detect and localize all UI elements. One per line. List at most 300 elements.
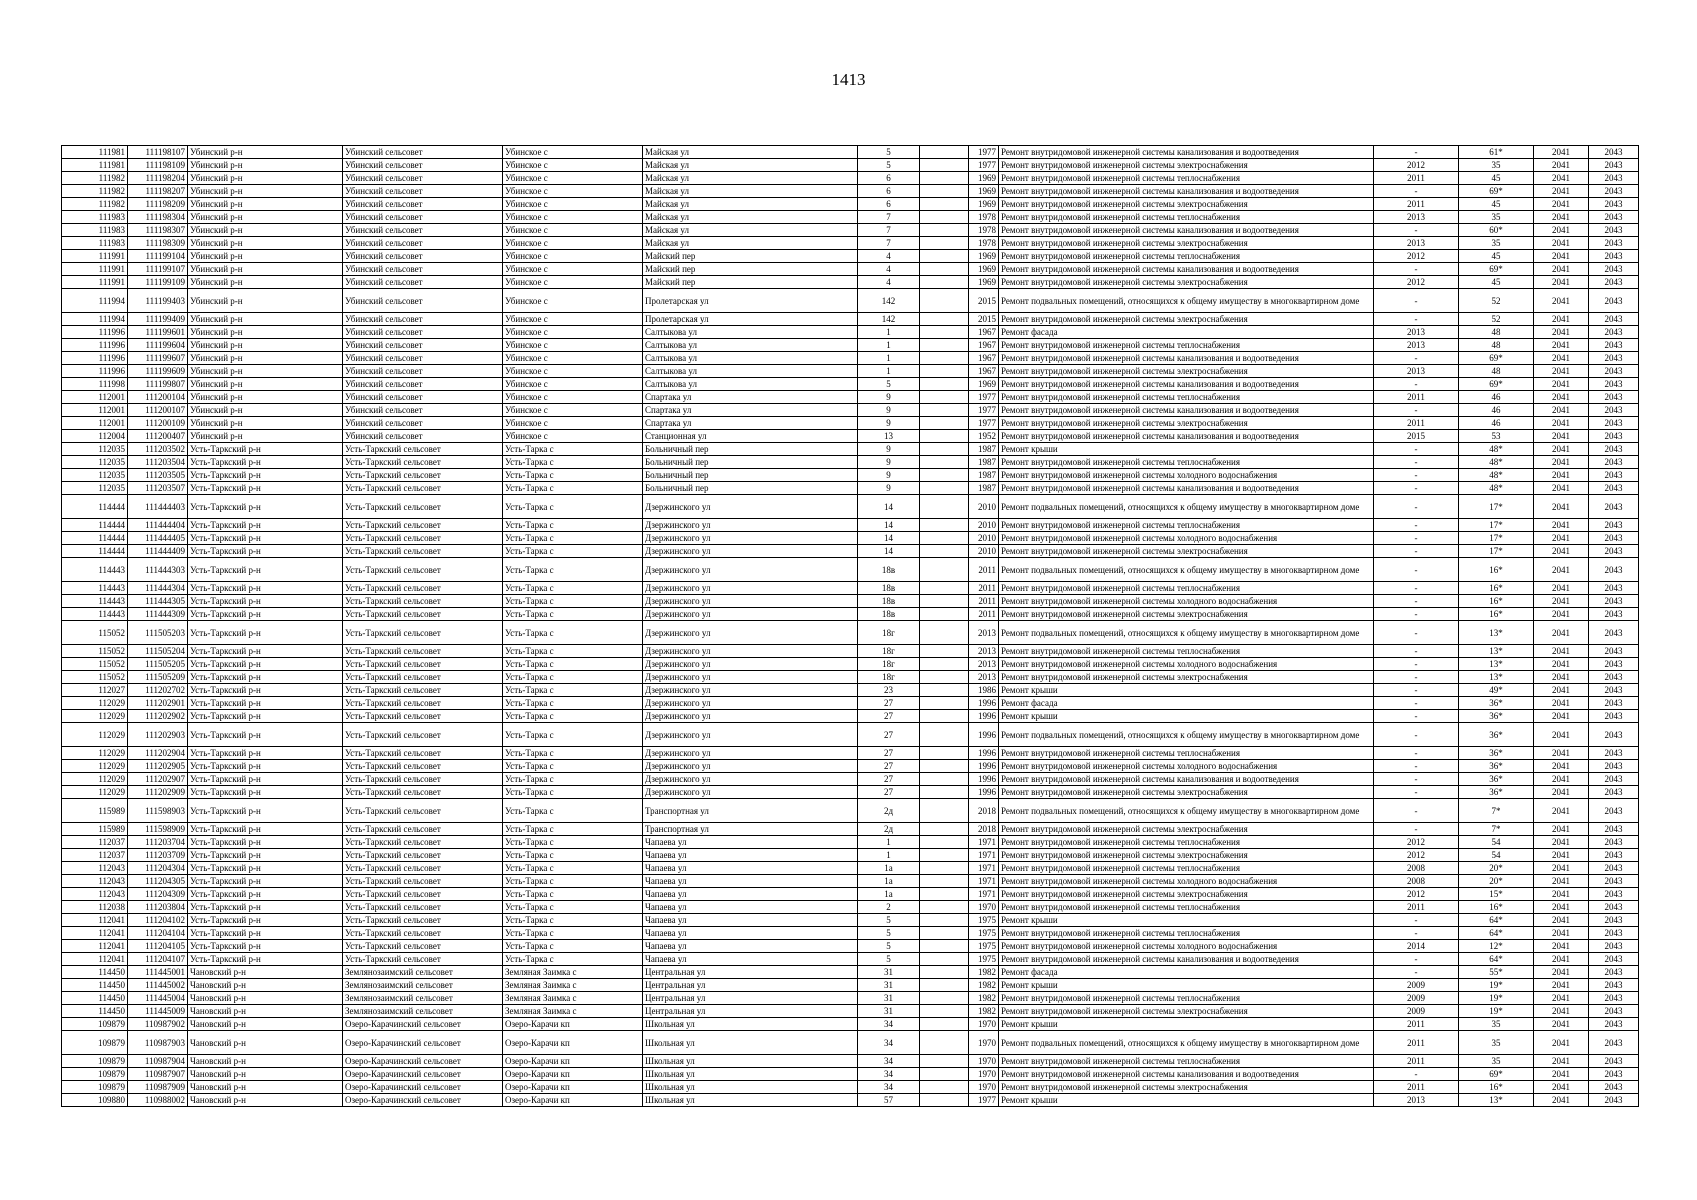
cell-work-id: 110987902	[128, 1018, 188, 1031]
cell-last-repair-year: 2011	[1374, 1081, 1459, 1094]
cell-street: Салтыкова ул	[643, 352, 858, 365]
cell-build-year: 1996	[969, 723, 999, 747]
cell-work-type: Ремонт крыши	[999, 684, 1374, 697]
cell-locality: Усть-Тарка с	[503, 608, 643, 621]
table-row	[62, 658, 1639, 671]
cell-extra	[920, 391, 969, 404]
cell-district: Убинский р-н	[188, 352, 343, 365]
cell-work-id: 111200107	[128, 404, 188, 417]
cell-district: Усть-Таркский р-н	[188, 443, 343, 456]
cell-house-number: 9	[858, 469, 920, 482]
cell-district: Усть-Таркский р-н	[188, 545, 343, 558]
cell-locality: Озеро-Карачи кп	[503, 1055, 643, 1068]
cell-house-number: 7	[858, 211, 920, 224]
cell-build-year: 2013	[969, 658, 999, 671]
cell-extra	[920, 352, 969, 365]
cell-house-number: 5	[858, 940, 920, 953]
cell-work-id: 111204105	[128, 940, 188, 953]
cell-street: Майская ул	[643, 198, 858, 211]
cell-plan-end-year: 2043	[1589, 339, 1639, 352]
cell-plan-end-year: 2043	[1589, 1068, 1639, 1081]
table-row	[62, 684, 1639, 697]
cell-last-repair-year: -	[1374, 723, 1459, 747]
cell-work-id: 110988002	[128, 1094, 188, 1107]
cell-settlement-council: Усть-Таркский сельсовет	[343, 658, 503, 671]
cell-district: Убинский р-н	[188, 263, 343, 276]
cell-district: Усть-Таркский р-н	[188, 849, 343, 862]
cell-plan-start-year: 2041	[1534, 760, 1589, 773]
cell-settlement-council: Убинский сельсовет	[343, 391, 503, 404]
cell-extra	[920, 172, 969, 185]
cell-last-repair-year: -	[1374, 582, 1459, 595]
cell-build-year: 2015	[969, 313, 999, 326]
cell-build-year: 2018	[969, 799, 999, 823]
cell-plan-end-year: 2043	[1589, 1005, 1639, 1018]
cell-settlement-council: Усть-Таркский сельсовет	[343, 545, 503, 558]
cell-house-number: 18в	[858, 595, 920, 608]
cell-house-id: 111991	[62, 276, 128, 289]
cell-work-type: Ремонт фасада	[999, 966, 1374, 979]
cell-wear: 13*	[1459, 671, 1534, 684]
cell-house-number: 6	[858, 185, 920, 198]
cell-house-id: 115052	[62, 645, 128, 658]
cell-district: Убинский р-н	[188, 211, 343, 224]
cell-extra	[920, 1055, 969, 1068]
cell-street: Чапаева ул	[643, 836, 858, 849]
cell-build-year: 2011	[969, 595, 999, 608]
cell-house-id: 112001	[62, 391, 128, 404]
table-row	[62, 352, 1639, 365]
table-row	[62, 966, 1639, 979]
cell-house-number: 1	[858, 339, 920, 352]
cell-plan-end-year: 2043	[1589, 237, 1639, 250]
cell-locality: Убинское с	[503, 313, 643, 326]
cell-work-id: 111202904	[128, 747, 188, 760]
cell-house-id: 112029	[62, 786, 128, 799]
cell-street: Центральная ул	[643, 1005, 858, 1018]
cell-settlement-council: Убинский сельсовет	[343, 276, 503, 289]
cell-build-year: 1996	[969, 773, 999, 786]
cell-plan-start-year: 2041	[1534, 849, 1589, 862]
cell-settlement-council: Убинский сельсовет	[343, 404, 503, 417]
cell-last-repair-year: 2015	[1374, 430, 1459, 443]
cell-house-id: 115989	[62, 799, 128, 823]
cell-house-id: 111982	[62, 185, 128, 198]
cell-plan-end-year: 2043	[1589, 888, 1639, 901]
cell-last-repair-year: -	[1374, 1068, 1459, 1081]
cell-plan-end-year: 2043	[1589, 289, 1639, 313]
cell-extra	[920, 823, 969, 836]
cell-extra	[920, 326, 969, 339]
cell-district: Чановский р-н	[188, 1005, 343, 1018]
cell-house-number: 5	[858, 914, 920, 927]
cell-work-id: 111505203	[128, 621, 188, 645]
cell-wear: 13*	[1459, 1094, 1534, 1107]
cell-house-id: 112029	[62, 747, 128, 760]
cell-locality: Усть-Тарка с	[503, 940, 643, 953]
cell-locality: Озеро-Карачи кп	[503, 1094, 643, 1107]
cell-plan-end-year: 2043	[1589, 608, 1639, 621]
cell-house-id: 112004	[62, 430, 128, 443]
cell-plan-end-year: 2043	[1589, 595, 1639, 608]
cell-house-number: 2д	[858, 823, 920, 836]
cell-settlement-council: Убинский сельсовет	[343, 313, 503, 326]
cell-work-type: Ремонт внутридомовой инженерной системы электроснабжения	[999, 545, 1374, 558]
cell-extra	[920, 532, 969, 545]
cell-settlement-council: Усть-Таркский сельсовет	[343, 595, 503, 608]
cell-wear: 60*	[1459, 224, 1534, 237]
cell-plan-start-year: 2041	[1534, 519, 1589, 532]
cell-street: Дзержинского ул	[643, 495, 858, 519]
cell-plan-start-year: 2041	[1534, 276, 1589, 289]
cell-wear: 45	[1459, 250, 1534, 263]
cell-settlement-council: Усть-Таркский сельсовет	[343, 621, 503, 645]
cell-settlement-council: Землянозаимский сельсовет	[343, 1005, 503, 1018]
cell-last-repair-year: 2011	[1374, 901, 1459, 914]
cell-work-id: 111203507	[128, 482, 188, 495]
cell-street: Майский пер	[643, 263, 858, 276]
cell-locality: Усть-Тарка с	[503, 658, 643, 671]
cell-plan-end-year: 2043	[1589, 532, 1639, 545]
cell-locality: Земляная Заимка с	[503, 979, 643, 992]
cell-work-id: 111203709	[128, 849, 188, 862]
cell-plan-end-year: 2043	[1589, 760, 1639, 773]
cell-work-type: Ремонт крыши	[999, 979, 1374, 992]
cell-plan-end-year: 2043	[1589, 862, 1639, 875]
cell-extra	[920, 250, 969, 263]
cell-wear: 17*	[1459, 519, 1534, 532]
cell-house-id: 111996	[62, 339, 128, 352]
cell-last-repair-year: -	[1374, 352, 1459, 365]
cell-extra	[920, 545, 969, 558]
cell-locality: Усть-Тарка с	[503, 823, 643, 836]
cell-build-year: 1967	[969, 365, 999, 378]
cell-last-repair-year: 2008	[1374, 862, 1459, 875]
cell-locality: Убинское с	[503, 263, 643, 276]
cell-house-id: 111994	[62, 313, 128, 326]
cell-house-number: 5	[858, 378, 920, 391]
cell-plan-end-year: 2043	[1589, 352, 1639, 365]
cell-extra	[920, 237, 969, 250]
cell-last-repair-year: 2009	[1374, 992, 1459, 1005]
cell-last-repair-year: -	[1374, 289, 1459, 313]
cell-street: Дзержинского ул	[643, 658, 858, 671]
cell-wear: 36*	[1459, 760, 1534, 773]
cell-locality: Земляная Заимка с	[503, 992, 643, 1005]
cell-district: Убинский р-н	[188, 146, 343, 159]
cell-plan-end-year: 2043	[1589, 391, 1639, 404]
cell-settlement-council: Усть-Таркский сельсовет	[343, 443, 503, 456]
cell-build-year: 1971	[969, 888, 999, 901]
cell-build-year: 1975	[969, 940, 999, 953]
cell-settlement-council: Усть-Таркский сельсовет	[343, 953, 503, 966]
cell-plan-end-year: 2043	[1589, 914, 1639, 927]
cell-locality: Усть-Тарка с	[503, 914, 643, 927]
cell-work-id: 111444309	[128, 608, 188, 621]
cell-wear: 55*	[1459, 966, 1534, 979]
cell-last-repair-year: -	[1374, 378, 1459, 391]
cell-settlement-council: Убинский сельсовет	[343, 250, 503, 263]
cell-district: Усть-Таркский р-н	[188, 799, 343, 823]
cell-locality: Усть-Тарка с	[503, 443, 643, 456]
cell-locality: Убинское с	[503, 365, 643, 378]
table-row	[62, 849, 1639, 862]
cell-plan-start-year: 2041	[1534, 391, 1589, 404]
cell-settlement-council: Убинский сельсовет	[343, 172, 503, 185]
cell-plan-end-year: 2043	[1589, 276, 1639, 289]
cell-plan-end-year: 2043	[1589, 250, 1639, 263]
cell-extra	[920, 875, 969, 888]
cell-build-year: 2015	[969, 289, 999, 313]
cell-settlement-council: Усть-Таркский сельсовет	[343, 823, 503, 836]
cell-extra	[920, 1005, 969, 1018]
cell-house-id: 111982	[62, 198, 128, 211]
cell-last-repair-year: 2013	[1374, 365, 1459, 378]
cell-house-id: 111982	[62, 172, 128, 185]
table-row	[62, 289, 1639, 313]
table-row	[62, 519, 1639, 532]
table-row	[62, 545, 1639, 558]
cell-work-type: Ремонт внутридомовой инженерной системы холодного водоснабжения	[999, 760, 1374, 773]
cell-work-type: Ремонт внутридомовой инженерной системы канализования и водоотведения	[999, 1068, 1374, 1081]
cell-plan-end-year: 2043	[1589, 940, 1639, 953]
cell-house-id: 111996	[62, 326, 128, 339]
cell-work-type: Ремонт внутридомовой инженерной системы теплоснабжения	[999, 901, 1374, 914]
table-row	[62, 558, 1639, 582]
cell-district: Убинский р-н	[188, 404, 343, 417]
cell-work-id: 111444405	[128, 532, 188, 545]
cell-last-repair-year: 2011	[1374, 1018, 1459, 1031]
cell-plan-end-year: 2043	[1589, 773, 1639, 786]
cell-plan-end-year: 2043	[1589, 645, 1639, 658]
cell-house-id: 112035	[62, 443, 128, 456]
cell-last-repair-year: 2011	[1374, 417, 1459, 430]
cell-plan-start-year: 2041	[1534, 404, 1589, 417]
cell-work-type: Ремонт внутридомовой инженерной системы электроснабжения	[999, 365, 1374, 378]
cell-plan-end-year: 2043	[1589, 313, 1639, 326]
table-row	[62, 875, 1639, 888]
cell-locality: Убинское с	[503, 185, 643, 198]
cell-district: Усть-Таркский р-н	[188, 558, 343, 582]
cell-plan-start-year: 2041	[1534, 710, 1589, 723]
cell-house-number: 14	[858, 532, 920, 545]
cell-build-year: 1977	[969, 159, 999, 172]
cell-locality: Убинское с	[503, 211, 643, 224]
cell-wear: 69*	[1459, 263, 1534, 276]
cell-extra	[920, 953, 969, 966]
cell-street: Дзержинского ул	[643, 723, 858, 747]
cell-extra	[920, 443, 969, 456]
cell-street: Больничный пер	[643, 482, 858, 495]
cell-build-year: 2013	[969, 671, 999, 684]
cell-district: Усть-Таркский р-н	[188, 836, 343, 849]
cell-build-year: 1996	[969, 697, 999, 710]
cell-plan-start-year: 2041	[1534, 159, 1589, 172]
cell-house-id: 109879	[62, 1068, 128, 1081]
cell-wear: 54	[1459, 836, 1534, 849]
cell-settlement-council: Убинский сельсовет	[343, 352, 503, 365]
cell-last-repair-year: 2009	[1374, 1005, 1459, 1018]
cell-work-id: 111200104	[128, 391, 188, 404]
cell-house-number: 1	[858, 365, 920, 378]
cell-house-id: 114450	[62, 966, 128, 979]
cell-locality: Усть-Тарка с	[503, 760, 643, 773]
table-row	[62, 710, 1639, 723]
cell-wear: 45	[1459, 172, 1534, 185]
cell-street: Салтыкова ул	[643, 326, 858, 339]
cell-district: Чановский р-н	[188, 1081, 343, 1094]
cell-last-repair-year: -	[1374, 747, 1459, 760]
cell-last-repair-year: -	[1374, 760, 1459, 773]
table-row	[62, 391, 1639, 404]
cell-work-type: Ремонт внутридомовой инженерной системы холодного водоснабжения	[999, 940, 1374, 953]
cell-work-type: Ремонт внутридомовой инженерной системы теплоснабжения	[999, 250, 1374, 263]
cell-plan-start-year: 2041	[1534, 289, 1589, 313]
cell-district: Убинский р-н	[188, 276, 343, 289]
table-row	[62, 621, 1639, 645]
table-row	[62, 1018, 1639, 1031]
cell-settlement-council: Усть-Таркский сельсовет	[343, 875, 503, 888]
cell-work-id: 111203704	[128, 836, 188, 849]
cell-street: Майская ул	[643, 172, 858, 185]
cell-work-id: 110987909	[128, 1081, 188, 1094]
cell-street: Спартака ул	[643, 417, 858, 430]
table-row	[62, 532, 1639, 545]
cell-wear: 19*	[1459, 1005, 1534, 1018]
cell-plan-end-year: 2043	[1589, 443, 1639, 456]
cell-last-repair-year: -	[1374, 545, 1459, 558]
cell-street: Дзержинского ул	[643, 608, 858, 621]
cell-wear: 15*	[1459, 888, 1534, 901]
cell-plan-start-year: 2041	[1534, 927, 1589, 940]
table-row	[62, 417, 1639, 430]
cell-settlement-council: Усть-Таркский сельсовет	[343, 582, 503, 595]
cell-house-id: 112041	[62, 940, 128, 953]
cell-work-id: 111204104	[128, 927, 188, 940]
cell-district: Убинский р-н	[188, 198, 343, 211]
cell-house-number: 27	[858, 760, 920, 773]
cell-plan-start-year: 2041	[1534, 582, 1589, 595]
cell-build-year: 1977	[969, 1094, 999, 1107]
cell-plan-end-year: 2043	[1589, 185, 1639, 198]
cell-extra	[920, 211, 969, 224]
cell-locality: Усть-Тарка с	[503, 558, 643, 582]
cell-work-type: Ремонт крыши	[999, 1018, 1374, 1031]
cell-settlement-council: Озеро-Карачинский сельсовет	[343, 1031, 503, 1055]
cell-work-type: Ремонт внутридомовой инженерной системы электроснабжения	[999, 417, 1374, 430]
cell-house-id: 112029	[62, 773, 128, 786]
cell-house-number: 1а	[858, 862, 920, 875]
repair-registry-table	[61, 145, 1639, 1107]
cell-locality: Усть-Тарка с	[503, 901, 643, 914]
cell-locality: Усть-Тарка с	[503, 621, 643, 645]
cell-work-type: Ремонт внутридомовой инженерной системы электроснабжения	[999, 849, 1374, 862]
cell-house-id: 112029	[62, 723, 128, 747]
cell-plan-end-year: 2043	[1589, 697, 1639, 710]
cell-house-id: 112027	[62, 684, 128, 697]
cell-street: Дзержинского ул	[643, 710, 858, 723]
cell-settlement-council: Убинский сельсовет	[343, 378, 503, 391]
cell-wear: 36*	[1459, 697, 1534, 710]
cell-plan-start-year: 2041	[1534, 684, 1589, 697]
cell-last-repair-year: -	[1374, 495, 1459, 519]
cell-house-number: 18г	[858, 621, 920, 645]
cell-build-year: 1977	[969, 391, 999, 404]
cell-settlement-council: Усть-Таркский сельсовет	[343, 645, 503, 658]
cell-extra	[920, 992, 969, 1005]
cell-plan-start-year: 2041	[1534, 185, 1589, 198]
cell-house-id: 109880	[62, 1094, 128, 1107]
cell-work-type: Ремонт крыши	[999, 914, 1374, 927]
cell-house-id: 112035	[62, 456, 128, 469]
cell-street: Майская ул	[643, 224, 858, 237]
cell-house-number: 6	[858, 198, 920, 211]
cell-build-year: 2010	[969, 545, 999, 558]
cell-settlement-council: Убинский сельсовет	[343, 263, 503, 276]
cell-wear: 69*	[1459, 185, 1534, 198]
cell-locality: Убинское с	[503, 237, 643, 250]
cell-last-repair-year: -	[1374, 263, 1459, 276]
cell-settlement-council: Усть-Таркский сельсовет	[343, 747, 503, 760]
cell-work-id: 111203804	[128, 901, 188, 914]
cell-plan-end-year: 2043	[1589, 953, 1639, 966]
cell-street: Дзержинского ул	[643, 697, 858, 710]
cell-build-year: 1970	[969, 1081, 999, 1094]
cell-extra	[920, 888, 969, 901]
cell-build-year: 1967	[969, 326, 999, 339]
cell-wear: 35	[1459, 159, 1534, 172]
cell-extra	[920, 901, 969, 914]
cell-work-type: Ремонт фасада	[999, 326, 1374, 339]
cell-work-id: 111203505	[128, 469, 188, 482]
cell-last-repair-year: -	[1374, 224, 1459, 237]
cell-house-number: 9	[858, 404, 920, 417]
cell-district: Чановский р-н	[188, 1068, 343, 1081]
cell-extra	[920, 608, 969, 621]
cell-work-type: Ремонт подвальных помещений, относящихся к общему имуществу в многоквартирном доме	[999, 621, 1374, 645]
cell-last-repair-year: 2013	[1374, 339, 1459, 352]
cell-work-id: 111203502	[128, 443, 188, 456]
cell-locality: Озеро-Карачи кп	[503, 1081, 643, 1094]
cell-street: Школьная ул	[643, 1081, 858, 1094]
cell-locality: Усть-Тарка с	[503, 495, 643, 519]
cell-work-type: Ремонт внутридомовой инженерной системы электроснабжения	[999, 313, 1374, 326]
cell-wear: 13*	[1459, 645, 1534, 658]
cell-district: Чановский р-н	[188, 979, 343, 992]
cell-district: Усть-Таркский р-н	[188, 608, 343, 621]
cell-extra	[920, 914, 969, 927]
cell-settlement-council: Усть-Таркский сельсовет	[343, 940, 503, 953]
table-row	[62, 482, 1639, 495]
cell-settlement-council: Усть-Таркский сельсовет	[343, 558, 503, 582]
cell-build-year: 1996	[969, 786, 999, 799]
cell-work-type: Ремонт внутридомовой инженерной системы холодного водоснабжения	[999, 658, 1374, 671]
table-row	[62, 799, 1639, 823]
cell-settlement-council: Убинский сельсовет	[343, 365, 503, 378]
cell-build-year: 1975	[969, 953, 999, 966]
cell-work-type: Ремонт внутридомовой инженерной системы теплоснабжения	[999, 645, 1374, 658]
cell-house-number: 2	[858, 901, 920, 914]
cell-house-number: 23	[858, 684, 920, 697]
cell-street: Спартака ул	[643, 391, 858, 404]
cell-extra	[920, 862, 969, 875]
cell-extra	[920, 671, 969, 684]
cell-locality: Усть-Тарка с	[503, 849, 643, 862]
cell-house-id: 112035	[62, 469, 128, 482]
cell-wear: 19*	[1459, 979, 1534, 992]
cell-house-id: 114450	[62, 979, 128, 992]
cell-house-id: 114443	[62, 558, 128, 582]
